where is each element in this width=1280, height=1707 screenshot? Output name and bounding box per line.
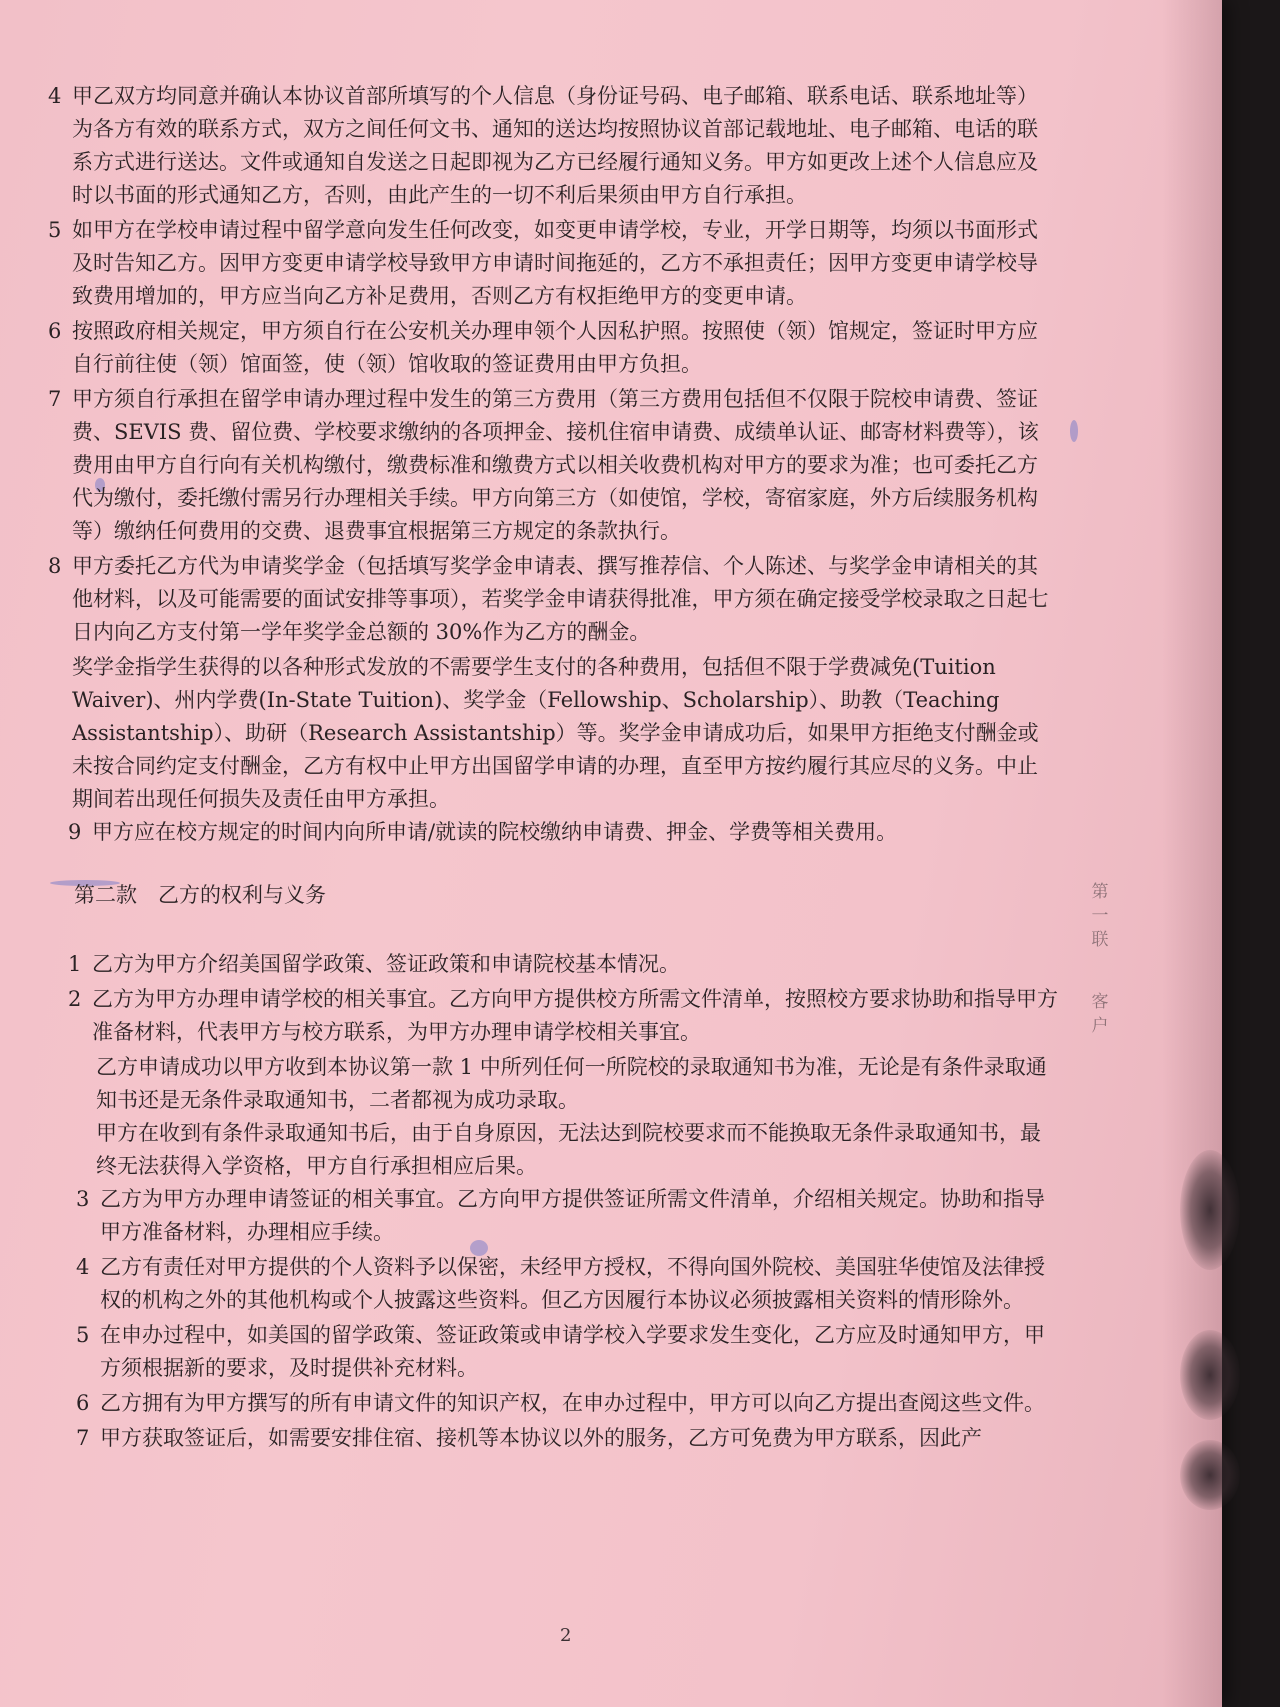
clause-number: 6: [48, 319, 62, 343]
clause-text: 乙方为甲方介绍美国留学政策、签证政策和申请院校基本情况。: [92, 952, 680, 976]
page-number: 2: [560, 1625, 572, 1646]
clause-number: 4: [48, 84, 62, 108]
clause-number: 5: [48, 218, 62, 242]
clause-number: 8: [48, 554, 62, 578]
copy-label-vertical: [1088, 880, 1112, 1038]
clause-item: [68, 983, 1058, 1049]
clause-number: 3: [76, 1187, 90, 1211]
clause-item: [76, 1183, 1058, 1249]
pencil-smudge: [1180, 1150, 1240, 1270]
clause-text: 甲方委托乙方代为申请奖学金（包括填写奖学金申请表、撰写推荐信、个人陈述、与奖学金申请相关的其他材料，以及可能需要的面试安排等事项），若奖学金申请获得批准，甲方须在确定接受学校录取之日起七日内向乙方支付第一学年奖学金总额的 30%作为乙方的酬金。: [72, 554, 1049, 644]
clause-number: 2: [68, 987, 82, 1011]
copy-label-line: 第一联: [1091, 882, 1109, 950]
clause-text: 甲方获取签证后，如需要安排住宿、接机等本协议以外的服务，乙方可免费为甲方联系，因此产: [100, 1426, 982, 1450]
clause-item: [76, 1319, 1058, 1385]
clause-item: [48, 214, 1058, 313]
admission-success-paragraph: 乙方申请成功以甲方收到本协议第一款 1 中所列任何一所院校的录取通知书为准，无论是有条件录取通知书还是无条件录取通知书，二者都视为成功录取。: [96, 1055, 1047, 1112]
clause-text: 甲方应在校方规定的时间内向所申请/就读的院校缴纳申请费、押金、学费等相关费用。: [92, 820, 898, 844]
clause-text: 乙方拥有为甲方撰写的所有申请文件的知识产权，在申办过程中，甲方可以向乙方提出查阅这些文件。: [100, 1391, 1045, 1415]
clause-item: [76, 1387, 1058, 1420]
clause-list-one: [48, 80, 1058, 649]
clause-number: 1: [68, 952, 82, 976]
clause-list-two: [48, 948, 1058, 1049]
clause-text: 乙方有责任对甲方提供的个人资料予以保密，未经甲方授权，不得向国外院校、美国驻华使馆及法律授权的机构之外的其他机构或个人披露这些资料。但乙方因履行本协议必须披露相关资料的情形除外。: [100, 1255, 1045, 1312]
copy-label-line: 客户: [1091, 992, 1109, 1036]
clause-list-three: [48, 1183, 1058, 1455]
clause-text: 甲乙双方均同意并确认本协议首部所填写的个人信息（身份证号码、电子邮箱、联系电话、联系地址等）为各方有效的联系方式，双方之间任何文书、通知的送达均按照协议首部记载地址、电子邮箱、电话的联系方式进行送达。文件或通知自发送之日起即视为乙方已经履行通知义务。甲方如更改上述个人信息应及时以书面的形式通知乙方，否则，由此产生的一切不利后果须由甲方自行承担。: [72, 84, 1038, 207]
section-title: 第二款 乙方的权利与义务: [74, 883, 326, 907]
agreement-body: [48, 80, 1058, 1457]
clause-item: [48, 383, 1058, 548]
clause-text: 如甲方在学校申请过程中留学意向发生任何改变，如变更申请学校，专业，开学日期等，均须以书面形式及时告知乙方。因甲方变更申请学校导致甲方申请时间拖延的，乙方不承担责任；因甲方变更申请学校导致费用增加的，甲方应当向乙方补足费用，否则乙方有权拒绝甲方的变更申请。: [72, 218, 1038, 308]
clause-item: [48, 315, 1058, 381]
clause-text: 乙方为甲方办理申请签证的相关事宜。乙方向甲方提供签证所需文件清单，介绍相关规定。协助和指导甲方准备材料，办理相应手续。: [100, 1187, 1045, 1244]
clause-item: [76, 1251, 1058, 1317]
clause-text: 按照政府相关规定，甲方须自行在公安机关办理申领个人因私护照。按照使（领）馆规定，签证时甲方应自行前往使（领）馆面签，使（领）馆收取的签证费用由甲方负担。: [72, 319, 1038, 376]
clause-item: [48, 816, 1058, 849]
clause-number: 4: [76, 1255, 90, 1279]
clause-item: [48, 80, 1058, 212]
clause-text: 在申办过程中，如美国的留学政策、签证政策或申请学校入学要求发生变化，乙方应及时通知甲方，甲方须根据新的要求，及时提供补充材料。: [100, 1323, 1045, 1380]
pencil-smudge: [1180, 1440, 1240, 1510]
conditional-offer-paragraph: 甲方在收到有条件录取通知书后，由于自身原因，无法达到院校要求而不能换取无条件录取通知书，最终无法获得入学资格，甲方自行承担相应后果。: [96, 1121, 1041, 1178]
ink-mark: [1070, 420, 1078, 442]
scholarship-definition-paragraph: 奖学金指学生获得的以各种形式发放的不需要学生支付的各种费用，包括但不限于学费减免(Tuition Waiver)、州内学费(In-State Tuition)、奖学金（Fellowship、Scholarship）、助教（Teaching Assistantship）、助研（Research Assistantship）等。奖学金申请成功后，如果甲方拒绝支付酬金或未按合同约定支付酬金，乙方有权中止甲方出国留学申请的办理，直至甲方按约履行其应尽的义务。中止期间若出现任何损失及责任由甲方承担。: [72, 655, 1039, 811]
clause-text: 甲方须自行承担在留学申请办理过程中发生的第三方费用（第三方费用包括但不仅限于院校申请费、签证费、SEVIS 费、留位费、学校要求缴纳的各项押金、接机住宿申请费、成绩单认证、邮寄材料费等），该费用由甲方自行向有关机构缴付，缴费标准和缴费方式以相关收费机构对甲方的要求为准；也可委托乙方代为缴付，委托缴付需另行办理相关手续。甲方向第三方（如使馆，学校，寄宿家庭，外方后续服务机构等）缴纳任何费用的交费、退费事宜根据第三方规定的条款执行。: [72, 387, 1039, 543]
clause-number: 9: [68, 820, 82, 844]
clause-item: [68, 948, 1058, 981]
clause-number: 6: [76, 1391, 90, 1415]
clause-number: 7: [76, 1426, 90, 1450]
clause-item: [76, 1422, 1058, 1455]
clause-item: [48, 550, 1058, 649]
pencil-smudge: [1180, 1330, 1240, 1420]
clause-number: 5: [76, 1323, 90, 1347]
clause-text: 乙方为甲方办理申请学校的相关事宜。乙方向甲方提供校方所需文件清单，按照校方要求协助和指导甲方准备材料，代表甲方与校方联系，为甲方办理申请学校相关事宜。: [92, 987, 1058, 1044]
clause-number: 7: [48, 387, 62, 411]
